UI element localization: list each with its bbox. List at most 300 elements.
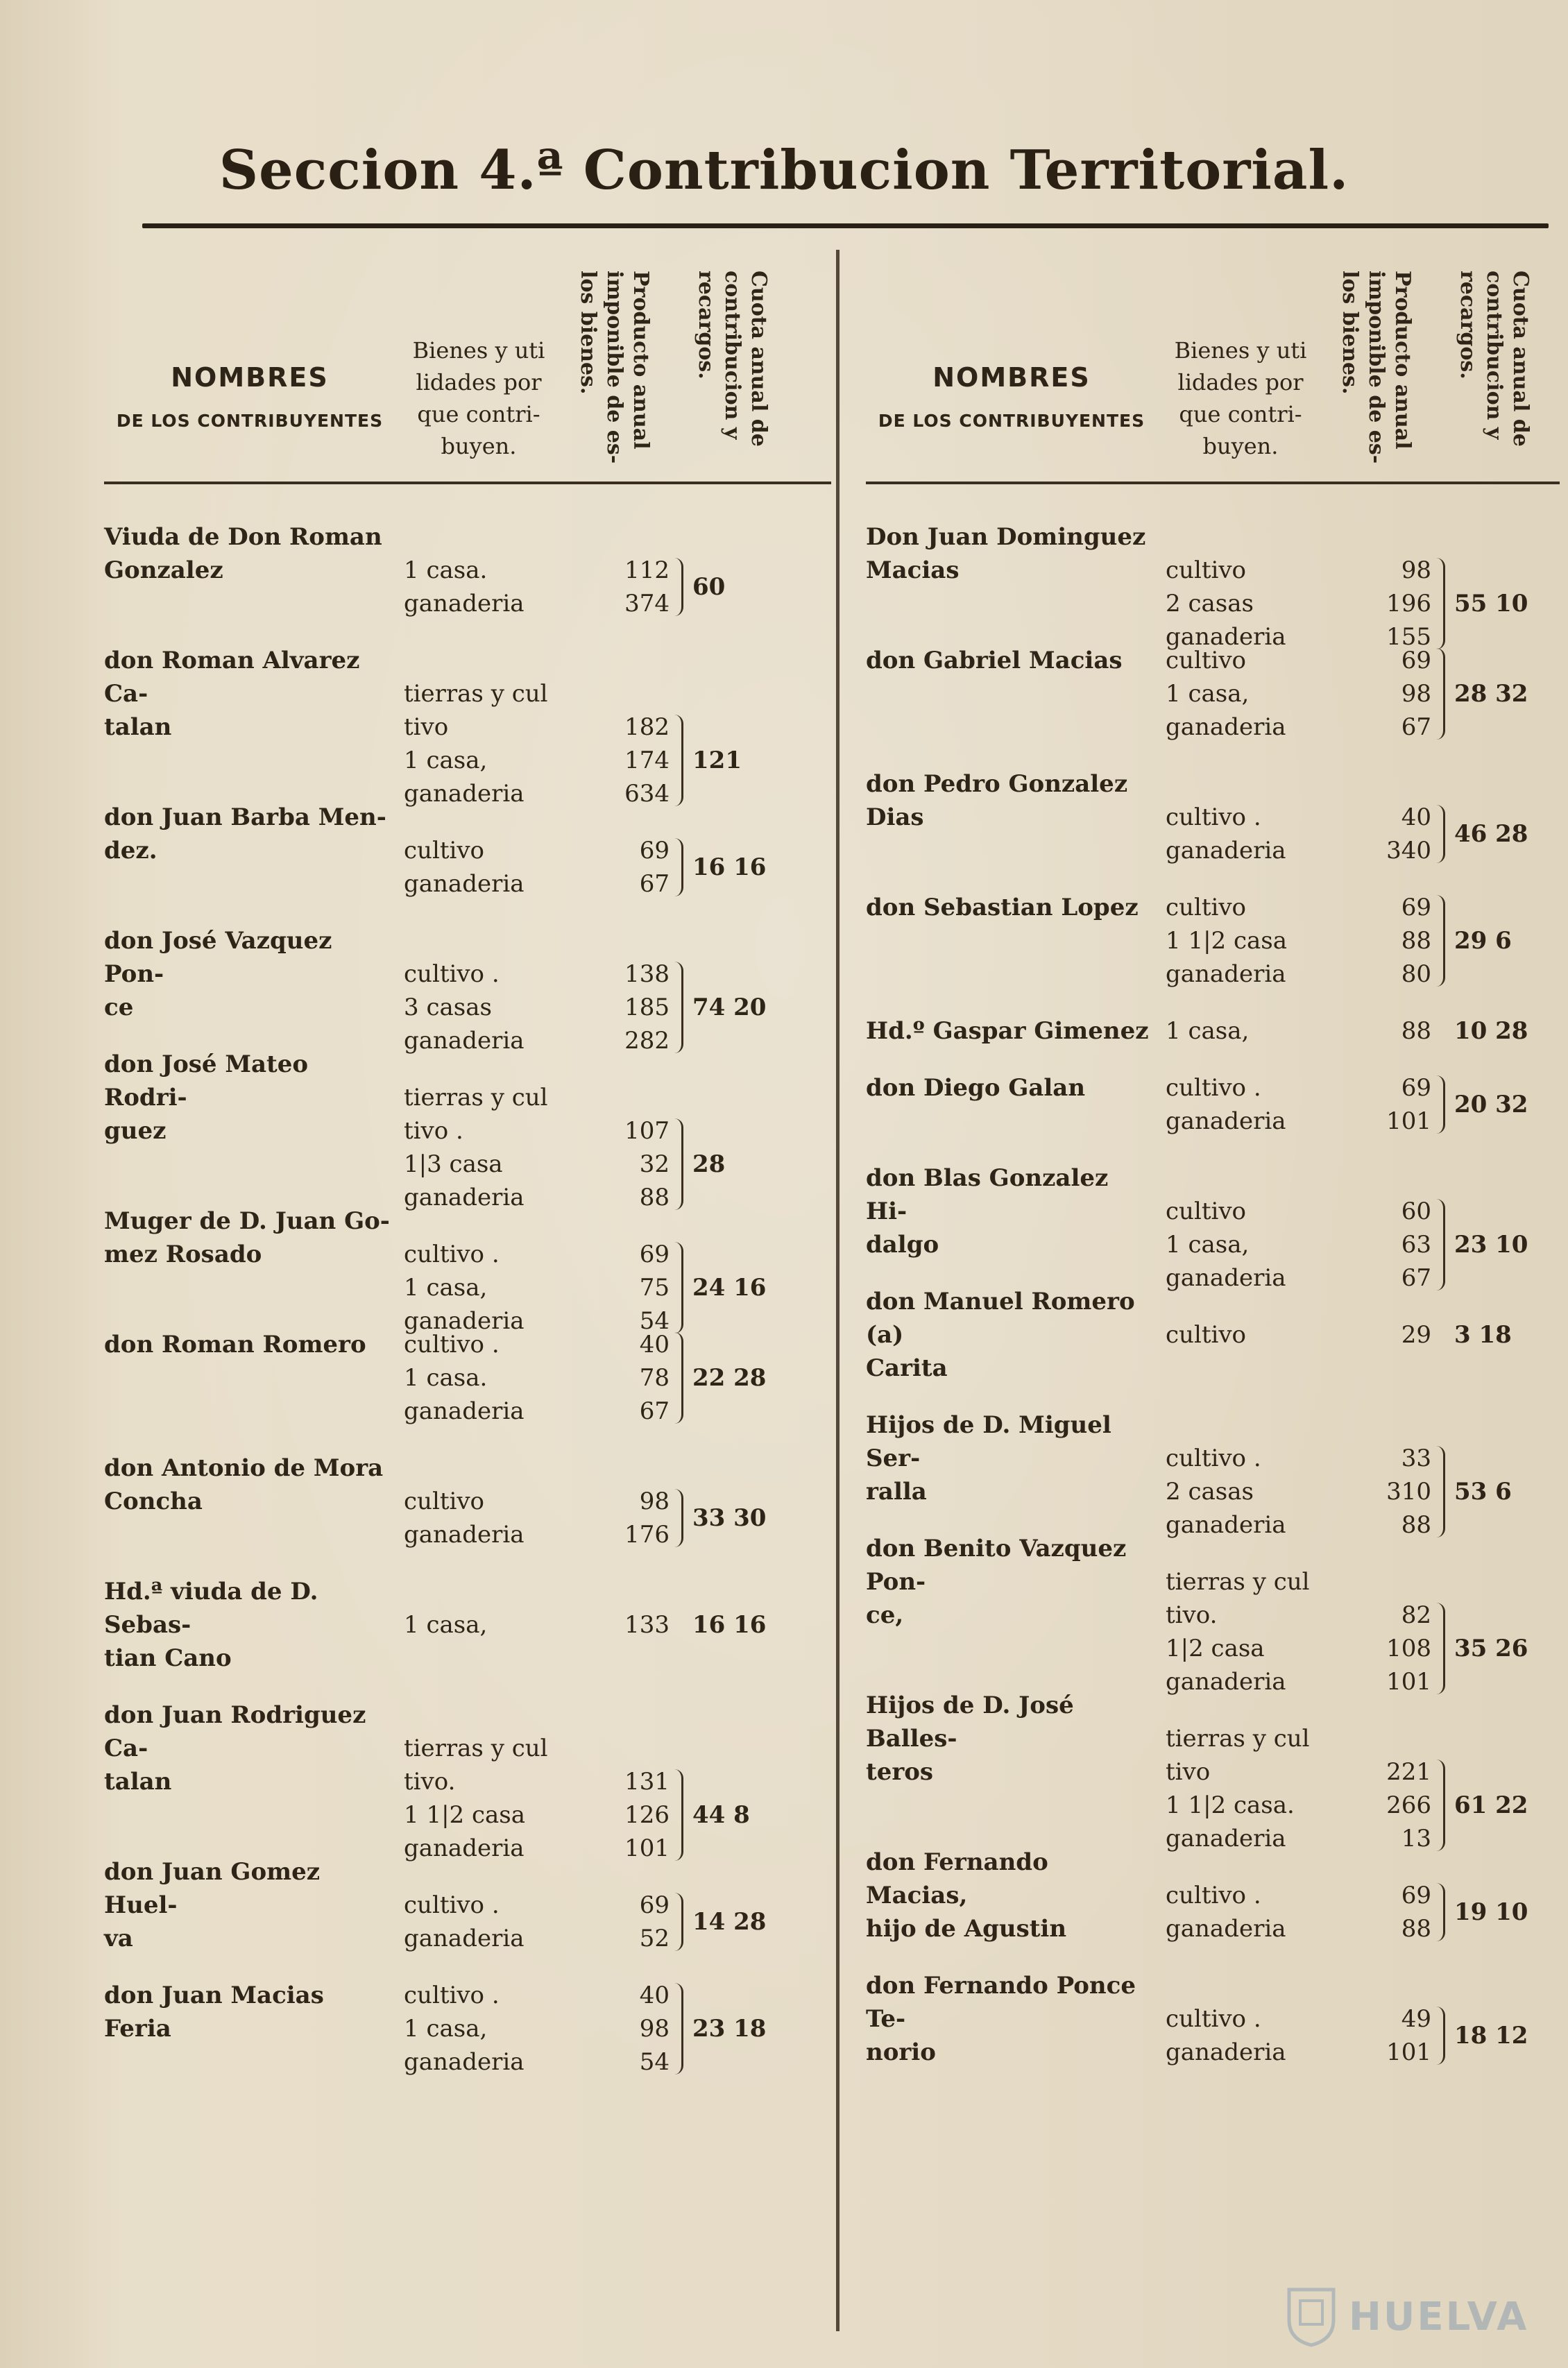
table-row xyxy=(104,1979,831,2079)
table-row xyxy=(866,1408,1560,1539)
table-row xyxy=(104,1204,831,1335)
brace xyxy=(1436,558,1445,649)
item: tivo. xyxy=(404,1768,456,1796)
brace xyxy=(674,715,683,806)
name-line: ce xyxy=(104,994,134,1021)
item: tierras y cul xyxy=(404,1084,548,1111)
header-cuota: Cuota anual de contribucion y recargos. xyxy=(1456,271,1533,447)
item: tivo. xyxy=(1166,1601,1218,1629)
item: 1 casa, xyxy=(1166,680,1250,708)
name-line: hijo de Agustin xyxy=(866,1915,1067,1943)
value: 101 xyxy=(1386,1107,1431,1135)
item: ganaderia xyxy=(404,870,525,898)
value: 98 xyxy=(1401,556,1431,584)
cuota-value: 46 28 xyxy=(1454,820,1528,848)
item: ganaderia xyxy=(1166,837,1286,864)
contributor-name xyxy=(104,924,395,1024)
contributor-name xyxy=(866,1408,1157,1508)
item: tivo xyxy=(404,713,449,741)
contributor-name xyxy=(104,520,395,587)
values-list xyxy=(1324,1755,1431,1855)
items-list xyxy=(404,1485,525,1551)
name-line: don Juan Barba Men- xyxy=(104,803,386,831)
item: tierras y cul xyxy=(1166,1568,1310,1596)
brace xyxy=(674,838,683,896)
cuota-value: 61 22 xyxy=(1454,1791,1528,1819)
table-row xyxy=(866,1846,1560,1945)
value: 176 xyxy=(624,1521,670,1549)
brace xyxy=(1436,1760,1445,1851)
items-list xyxy=(1166,801,1286,867)
name-line: don José Mateo Rodri- xyxy=(104,1050,309,1111)
items-list xyxy=(404,1608,487,1642)
items-list xyxy=(404,1328,525,1428)
cuota-value: 29 6 xyxy=(1454,927,1512,955)
watermark-text: HUELVA xyxy=(1349,2294,1529,2340)
values-list xyxy=(562,1238,670,1338)
items-list xyxy=(1166,1722,1310,1855)
table-row xyxy=(104,1328,831,1428)
item: ganaderia xyxy=(404,1521,525,1549)
value: 221 xyxy=(1386,1758,1431,1786)
title-rule xyxy=(142,223,1549,228)
brace xyxy=(674,1332,683,1424)
items-list xyxy=(1166,1879,1286,1945)
brace xyxy=(1436,895,1445,987)
name-line: don Blas Gonzalez Hi- xyxy=(866,1164,1109,1225)
item: 1|3 casa xyxy=(404,1150,503,1178)
item: ganaderia xyxy=(1166,960,1286,988)
cuota-value: 28 xyxy=(692,1150,726,1178)
item: tivo xyxy=(1166,1758,1211,1786)
name-line: don José Vazquez Pon- xyxy=(104,927,332,988)
item: cultivo . xyxy=(404,960,500,988)
item: 2 casas xyxy=(1166,1478,1254,1506)
values-list xyxy=(562,1328,670,1428)
item: ganaderia xyxy=(404,1397,525,1425)
value: 52 xyxy=(639,1925,670,1952)
name-line: don Roman Romero xyxy=(104,1331,366,1358)
cuota-value: 16 16 xyxy=(692,853,767,881)
contributor-name xyxy=(866,520,1157,587)
value: 310 xyxy=(1386,1478,1431,1506)
items-list xyxy=(1166,644,1286,744)
cuota-value: 19 10 xyxy=(1454,1898,1528,1926)
item: cultivo xyxy=(1166,556,1247,584)
item: 1 casa, xyxy=(404,1274,488,1302)
item: ganaderia xyxy=(404,1027,525,1055)
values-list xyxy=(1324,1442,1431,1542)
table-row xyxy=(104,1855,831,1955)
value: 266 xyxy=(1386,1791,1431,1819)
name-line: teros xyxy=(866,1758,934,1786)
brace xyxy=(1436,1446,1445,1538)
item: 1 casa, xyxy=(404,747,488,774)
value: 131 xyxy=(624,1768,670,1796)
cuota-value: 14 28 xyxy=(692,1908,767,1936)
contributor-name xyxy=(866,1846,1157,1945)
contributor-name xyxy=(104,1328,395,1361)
item: tivo . xyxy=(404,1117,463,1145)
item: cultivo xyxy=(1166,894,1247,921)
values-list xyxy=(1324,1879,1431,1945)
values-list xyxy=(1324,801,1431,867)
page-title: Seccion 4.ª Contribucion Territorial. xyxy=(219,139,1349,202)
item: cultivo xyxy=(1166,1198,1247,1225)
value: 98 xyxy=(1401,680,1431,708)
values-list xyxy=(562,1485,670,1551)
item: cultivo xyxy=(1166,647,1247,674)
name-line: Hijos de D. José Balles- xyxy=(866,1692,1074,1753)
name-line: don Sebastian Lopez xyxy=(866,894,1139,921)
right-table xyxy=(866,258,1560,2066)
value: 282 xyxy=(624,1027,670,1055)
table-row xyxy=(866,520,1560,651)
values-list xyxy=(562,1765,670,1865)
values-list xyxy=(1324,1318,1431,1352)
item: ganaderia xyxy=(1166,1264,1286,1292)
brace xyxy=(1436,648,1445,740)
cuota-value: 53 6 xyxy=(1454,1478,1512,1506)
table-row xyxy=(866,767,1560,867)
value: 40 xyxy=(639,1331,670,1358)
value: 69 xyxy=(639,1241,670,1268)
cuota-value: 35 26 xyxy=(1454,1635,1528,1662)
name-line: don Roman Alvarez Ca- xyxy=(104,647,360,708)
items-list xyxy=(404,1732,548,1865)
value: 60 xyxy=(1401,1198,1431,1225)
cuota-value: 74 20 xyxy=(692,994,767,1021)
shield-icon xyxy=(1284,2285,1339,2348)
value: 67 xyxy=(639,1397,670,1425)
brace xyxy=(674,1489,683,1547)
header-names: NOMBRES DE LOS CONTRIBUYENTES xyxy=(878,362,1145,431)
item: 1|2 casa xyxy=(1166,1635,1265,1662)
value: 133 xyxy=(624,1611,670,1639)
item: ganaderia xyxy=(404,590,525,617)
item: ganaderia xyxy=(404,780,525,808)
contributor-name xyxy=(866,1285,1157,1385)
value: 78 xyxy=(639,1364,670,1392)
brace xyxy=(674,1893,683,1951)
brace xyxy=(674,1242,683,1334)
name-line: talan xyxy=(104,1768,172,1796)
table-row xyxy=(866,644,1560,744)
brace xyxy=(1436,1603,1445,1694)
item: 1 1|2 casa xyxy=(404,1801,525,1829)
value: 88 xyxy=(1401,927,1431,955)
name-line: Gonzalez xyxy=(104,556,223,584)
name-line: dez. xyxy=(104,837,157,864)
values-list xyxy=(1324,1014,1431,1048)
item: ganaderia xyxy=(404,1834,525,1862)
item: cultivo . xyxy=(1166,1445,1261,1472)
values-list xyxy=(1324,644,1431,744)
table-row xyxy=(866,1285,1560,1385)
value: 155 xyxy=(1386,623,1431,651)
item: cultivo . xyxy=(1166,2005,1261,2033)
brace xyxy=(1436,1075,1445,1134)
contributor-name xyxy=(104,1855,395,1955)
items-list xyxy=(1166,1071,1286,1138)
table-row xyxy=(866,1161,1560,1292)
name-line: don Diego Galan xyxy=(866,1074,1086,1102)
item: cultivo . xyxy=(404,1241,500,1268)
table-row xyxy=(866,1071,1560,1138)
values-list xyxy=(1324,891,1431,991)
table-header xyxy=(104,258,831,484)
header-producto: Producto anual imponible de es- los bienes. xyxy=(576,271,653,464)
cuota-value: 23 18 xyxy=(692,2015,767,2043)
table-row xyxy=(104,1698,831,1862)
cuota-value: 60 xyxy=(692,573,726,601)
value: 88 xyxy=(1401,1017,1431,1045)
value: 67 xyxy=(1401,1264,1431,1292)
value: 69 xyxy=(1401,1074,1431,1102)
value: 69 xyxy=(1401,647,1431,674)
name-line: va xyxy=(104,1925,133,1952)
cuota-value: 18 12 xyxy=(1454,2022,1528,2050)
brace xyxy=(674,1983,683,2075)
table-row xyxy=(104,644,831,808)
name-line: don Fernando Ponce Te- xyxy=(866,1972,1136,2033)
cuota-value: 24 16 xyxy=(692,1274,767,1302)
items-list xyxy=(1166,891,1287,991)
item: tierras y cul xyxy=(1166,1725,1310,1753)
item: ganaderia xyxy=(1166,2038,1286,2066)
name-line: mez Rosado xyxy=(104,1241,262,1268)
item: cultivo xyxy=(1166,1321,1247,1349)
contributor-name xyxy=(104,1048,395,1148)
value: 40 xyxy=(639,1982,670,2009)
values-list xyxy=(562,1979,670,2079)
cuota-value: 28 32 xyxy=(1454,680,1528,708)
header-names: NOMBRES DE LOS CONTRIBUYENTES xyxy=(116,362,384,431)
item: ganaderia xyxy=(1166,623,1286,651)
header-cuota: Cuota anual de contribucion y recargos. xyxy=(694,271,771,447)
watermark-logo xyxy=(1284,2282,1540,2351)
values-list xyxy=(562,710,670,810)
cuota-value: 22 28 xyxy=(692,1364,767,1392)
contributor-name xyxy=(104,1698,395,1798)
name-line: Hd.ª viuda de D. Sebas- xyxy=(104,1578,318,1639)
values-list xyxy=(1324,2002,1431,2069)
value: 29 xyxy=(1401,1321,1431,1349)
name-line: don Juan Gomez Huel- xyxy=(104,1858,321,1919)
brace xyxy=(674,962,683,1053)
item: cultivo . xyxy=(404,1331,500,1358)
name-line: dalgo xyxy=(866,1231,939,1259)
table-row xyxy=(104,801,831,901)
contributor-name xyxy=(866,767,1157,834)
name-line: Hd.º Gaspar Gimenez xyxy=(866,1017,1149,1045)
table-row xyxy=(104,924,831,1055)
item: ganaderia xyxy=(1166,1107,1286,1135)
item: ganaderia xyxy=(1166,1511,1286,1539)
contributor-name xyxy=(866,1969,1157,2069)
values-list xyxy=(562,1889,670,1955)
item: cultivo . xyxy=(1166,1882,1261,1909)
table-header xyxy=(866,258,1560,484)
value: 33 xyxy=(1401,1445,1431,1472)
values-list xyxy=(562,1114,670,1214)
table-row xyxy=(104,1451,831,1551)
value: 340 xyxy=(1386,837,1431,864)
item: cultivo . xyxy=(1166,1074,1261,1102)
value: 13 xyxy=(1401,1825,1431,1852)
value: 54 xyxy=(639,1307,670,1335)
name-line: don Juan Rodriguez Ca- xyxy=(104,1701,366,1762)
contributor-name xyxy=(104,644,395,744)
name-line: don Gabriel Macias xyxy=(866,647,1123,674)
value: 82 xyxy=(1401,1601,1431,1629)
item: 1 casa, xyxy=(404,1611,488,1639)
value: 88 xyxy=(1401,1915,1431,1943)
table-row xyxy=(866,1969,1560,2069)
items-list xyxy=(404,1979,525,2079)
brace xyxy=(1436,1883,1445,1941)
value: 126 xyxy=(624,1801,670,1829)
value: 88 xyxy=(1401,1511,1431,1539)
contributor-name xyxy=(866,1014,1157,1048)
cuota-value: 16 16 xyxy=(692,1611,767,1639)
value: 69 xyxy=(1401,894,1431,921)
value: 49 xyxy=(1401,2005,1431,2033)
item: 1 casa, xyxy=(1166,1231,1250,1259)
values-list xyxy=(1324,1195,1431,1295)
cuota-value: 3 18 xyxy=(1454,1321,1512,1349)
value: 98 xyxy=(639,1488,670,1515)
item: ganaderia xyxy=(404,1925,525,1952)
item: 1 casa. xyxy=(404,556,488,584)
items-list xyxy=(404,1238,525,1338)
value: 107 xyxy=(624,1117,670,1145)
name-line: don Antonio de Mora xyxy=(104,1454,384,1482)
item: cultivo xyxy=(404,1488,485,1515)
items-list xyxy=(1166,1014,1249,1048)
value: 185 xyxy=(624,994,670,1021)
brace xyxy=(1436,2007,1445,2065)
value: 75 xyxy=(639,1274,670,1302)
values-list xyxy=(562,554,670,620)
table-row xyxy=(866,891,1560,991)
value: 174 xyxy=(624,747,670,774)
value: 40 xyxy=(1401,803,1431,831)
value: 88 xyxy=(639,1184,670,1211)
item: 3 casas xyxy=(404,994,492,1021)
name-line: Carita xyxy=(866,1354,948,1382)
contributor-name xyxy=(866,1071,1157,1105)
item: cultivo . xyxy=(404,1891,500,1919)
values-list xyxy=(562,957,670,1057)
contributor-name xyxy=(866,644,1157,677)
values-list xyxy=(1324,554,1431,654)
name-line: norio xyxy=(866,2038,936,2066)
name-line: ralla xyxy=(866,1478,927,1506)
cuota-value: 33 30 xyxy=(692,1504,767,1532)
item: cultivo . xyxy=(1166,803,1261,831)
items-list xyxy=(404,957,525,1057)
table-row xyxy=(866,1689,1560,1852)
name-line: don Manuel Romero (a) xyxy=(866,1288,1135,1349)
name-line: Macias xyxy=(866,556,960,584)
items-list xyxy=(1166,1565,1310,1698)
items-list xyxy=(404,554,525,620)
cuota-value: 23 10 xyxy=(1454,1231,1528,1259)
cuota-value: 121 xyxy=(692,747,742,774)
items-list xyxy=(404,1889,525,1955)
value: 67 xyxy=(1401,713,1431,741)
value: 80 xyxy=(1401,960,1431,988)
name-line: Hijos de D. Miguel Ser- xyxy=(866,1411,1111,1472)
header-bienes: Bienes y uti lidades por que contri- buyen. xyxy=(412,337,545,459)
item: ganaderia xyxy=(1166,713,1286,741)
values-list xyxy=(562,834,670,901)
header-bienes: Bienes y uti lidades por que contri- buyen. xyxy=(1174,337,1307,459)
brace xyxy=(1436,805,1445,863)
value: 54 xyxy=(639,2048,670,2076)
items-list xyxy=(1166,1442,1286,1542)
table-row xyxy=(866,1014,1560,1048)
value: 196 xyxy=(1386,590,1431,617)
items-list xyxy=(1166,554,1286,654)
item: ganaderia xyxy=(1166,1668,1286,1696)
item: cultivo xyxy=(404,837,485,864)
value: 374 xyxy=(624,590,670,617)
name-line: Concha xyxy=(104,1488,203,1515)
name-line: don Fernando Macias, xyxy=(866,1848,1048,1909)
item: ganaderia xyxy=(404,2048,525,2076)
items-list xyxy=(1166,2002,1286,2069)
contributor-name xyxy=(104,801,395,867)
value: 69 xyxy=(639,837,670,864)
value: 69 xyxy=(639,1891,670,1919)
value: 32 xyxy=(639,1150,670,1178)
cuota-value: 20 32 xyxy=(1454,1091,1528,1118)
cuota-value: 55 10 xyxy=(1454,590,1528,617)
item: 2 casas xyxy=(1166,590,1254,617)
values-list xyxy=(562,1608,670,1642)
table-row xyxy=(866,1532,1560,1696)
value: 101 xyxy=(1386,1668,1431,1696)
items-list xyxy=(1166,1318,1246,1352)
value: 63 xyxy=(1401,1231,1431,1259)
name-line: Viuda de Don Roman xyxy=(104,523,382,551)
value: 182 xyxy=(624,713,670,741)
left-table xyxy=(104,258,831,2076)
value: 108 xyxy=(1386,1635,1431,1662)
contributor-name xyxy=(104,1204,395,1271)
contributor-name xyxy=(866,1532,1157,1632)
contributor-name xyxy=(104,1575,395,1675)
contributor-name xyxy=(866,1161,1157,1261)
items-list xyxy=(404,834,525,901)
brace xyxy=(1436,1199,1445,1291)
item: cultivo . xyxy=(404,1982,500,2009)
name-line: ce, xyxy=(866,1601,904,1629)
contributor-name xyxy=(866,891,1157,924)
table-row xyxy=(104,1575,831,1675)
name-line: don Benito Vazquez Pon- xyxy=(866,1535,1127,1596)
values-list xyxy=(1324,1599,1431,1698)
items-list xyxy=(1166,1195,1286,1295)
header-producto: Producto anual imponible de es- los bienes. xyxy=(1338,271,1415,464)
column-divider xyxy=(836,250,840,2331)
item: ganaderia xyxy=(404,1307,525,1335)
value: 98 xyxy=(639,2015,670,2043)
name-line: Muger de D. Juan Go- xyxy=(104,1207,390,1235)
value: 138 xyxy=(624,960,670,988)
